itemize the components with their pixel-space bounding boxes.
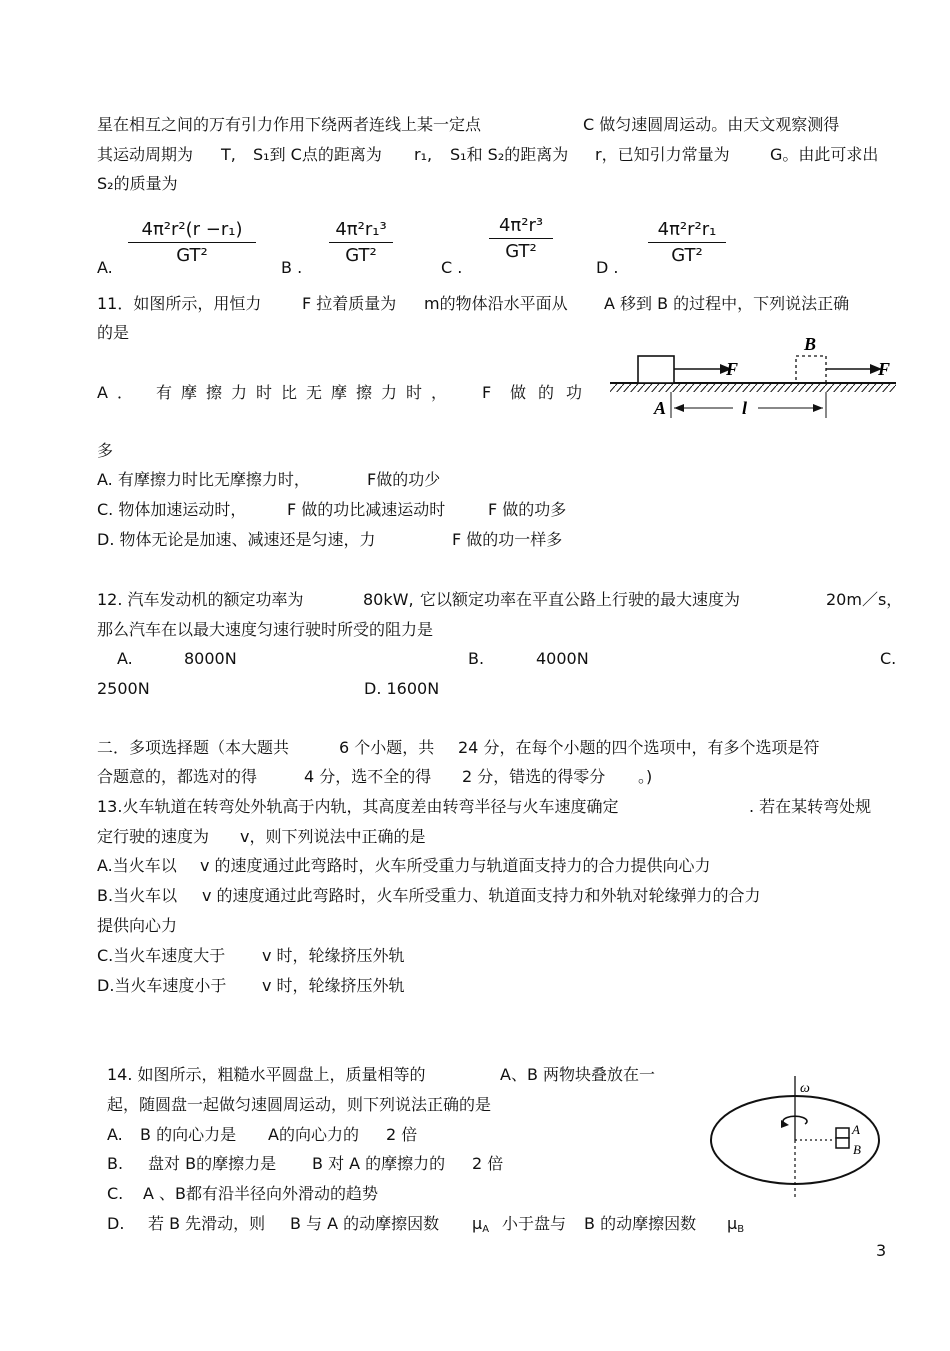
- q10-r: r，已知引力常量为: [595, 145, 730, 164]
- q11-stem-c: m的物体沿水平面从: [424, 294, 568, 313]
- q14-stem-a: 14. 如图所示，粗糙水平圆盘上，质量相等的: [107, 1065, 426, 1084]
- q10-line1b: C 做匀速圆周运动。由天文观察测得: [583, 115, 840, 134]
- q14-stem-b: A、B 两物块叠放在一: [500, 1065, 656, 1084]
- omega-label: ω: [800, 1081, 810, 1096]
- q10-opt-b-num: 4π²r₁³: [329, 218, 393, 243]
- q11-opt2a: C. 物体加速运动时，: [97, 500, 247, 519]
- sec2-line1b: 6 个小题，共: [339, 738, 435, 757]
- q14-opt-d4: [472, 1214, 489, 1240]
- q13-opt-a2: v 的速度通过此弯路时，火车所受重力与轨道面支持力的合力提供向心力: [200, 856, 711, 875]
- mu-b: μ: [727, 1214, 738, 1233]
- q11-opt1b: F做的功少: [367, 470, 441, 489]
- label-A: A: [654, 398, 667, 418]
- q10-opt-a-den: GT²: [176, 245, 208, 266]
- sec2-line2d: 。): [638, 767, 653, 786]
- q11-opt1a: A. 有摩擦力时比无摩擦力时，: [97, 470, 310, 489]
- q14-opt-c2: A 、B都有沿半径向外滑动的趋势: [143, 1184, 379, 1203]
- label-A: A: [852, 1122, 860, 1137]
- q12-stem-b: 80kW,: [363, 590, 414, 609]
- q10-opt-c-den: GT²: [505, 241, 537, 262]
- q11-opt-a-f: F: [482, 383, 492, 402]
- q10-opt-b-fraction: [329, 218, 393, 269]
- q10-opt-b-den: GT²: [345, 245, 377, 266]
- q13-stem-b: . 若在某转弯处规: [749, 797, 872, 816]
- q14-opt-a1: A.: [107, 1125, 123, 1144]
- q10-opt-c-fraction: [489, 214, 553, 265]
- q14-opt-b4: 2 倍: [472, 1154, 504, 1173]
- q14-opt-d1: D.: [107, 1214, 125, 1233]
- q12-stem2: 那么汽车在以最大速度匀速行驶时所受的阻力是: [97, 620, 434, 639]
- q11-stem-d: A 移到 B 的过程中，下列说法正确: [604, 294, 850, 313]
- q11-opt2b: F 做的功比减速运动时: [287, 500, 446, 519]
- q11-opt-a-spaced: A． 有摩擦力时比无摩擦力时，: [97, 383, 457, 402]
- q10-period-label: 其运动周期为: [97, 145, 194, 164]
- sec2-line1a: 二．多项选择题（本大题共: [97, 738, 290, 757]
- q12-opt-c-label: C.: [880, 649, 897, 668]
- sec2-line2a: 合题意的，都选对的得: [97, 767, 258, 786]
- q14-opt-b2: 盘对 B的摩擦力是: [148, 1154, 277, 1173]
- q13-opt-d2: v 时，轮缘挤压外轨: [262, 976, 405, 995]
- rotation-arrowhead-icon: [781, 1120, 789, 1128]
- sec2-line1c: 24 分，在每个小题的四个选项中，有多个选项是符: [458, 738, 820, 757]
- dim-arrow-left-icon: [674, 404, 684, 412]
- q10-s1s2: S₁和 S₂的距离为: [450, 145, 569, 164]
- q14-opt-d6: B 的动摩擦因数: [584, 1214, 697, 1233]
- q13-opt-b1: B.当火车以: [97, 886, 178, 905]
- q13-stem2b: v，则下列说法中正确的是: [240, 827, 426, 846]
- q14-opt-b3: B 对 A 的摩擦力的: [312, 1154, 446, 1173]
- q10-line1: [97, 115, 481, 135]
- label-B: B: [804, 334, 817, 354]
- block-b-dashed: [796, 356, 826, 383]
- label-B: B: [853, 1142, 861, 1157]
- q12-opt-b-value: 4000N: [536, 649, 589, 668]
- q13-opt-c2: v 时，轮缘挤压外轨: [262, 946, 405, 965]
- q10-opt-d-label: D .: [596, 258, 619, 277]
- q11-opt2c: F 做的功多: [488, 500, 567, 519]
- q10-opt-b-label: B .: [281, 258, 303, 277]
- q11-stem-b: F 拉着质量为: [302, 294, 397, 313]
- q14-opt-a3: A的向心力的: [268, 1125, 359, 1144]
- q10-T: T,: [221, 145, 236, 164]
- mu-a: μ: [472, 1214, 483, 1233]
- q14-opt-c1: C.: [107, 1184, 124, 1203]
- mu-a-sub: A: [482, 1224, 490, 1235]
- q10-opt-c-num: 4π²r³: [489, 214, 553, 239]
- q10-line2: [97, 145, 193, 165]
- q10-opt-d-fraction: [648, 218, 726, 269]
- q12-opt-a-label: A.: [117, 649, 133, 668]
- dim-arrow-right-icon: [813, 404, 823, 412]
- q13-opt-a1: A.当火车以: [97, 856, 177, 875]
- block-b: [836, 1138, 849, 1148]
- q10-opt-d-den: GT²: [671, 245, 703, 266]
- q12-opt-c-value: 2500N: [97, 679, 150, 698]
- sec2-line2b: 4 分，选不全的得: [304, 767, 432, 786]
- q13-opt-c1: C.当火车速度大于: [97, 946, 226, 965]
- q10-s1c: S₁到 C点的距离为: [253, 145, 382, 164]
- q10-opt-d-num: 4π²r²r₁: [648, 218, 726, 243]
- block-a: [836, 1128, 849, 1138]
- q14-opt-d5: 小于盘与: [502, 1214, 567, 1233]
- label-l: l: [742, 398, 748, 418]
- q13-opt-d1: D.当火车速度小于: [97, 976, 227, 995]
- q11-opt-a-tail: 做的功: [510, 383, 595, 402]
- q10-opt-a-fraction: [128, 218, 256, 269]
- q13-stem-a: 13.火车轨道在转弯处外轨高于内轨，其高度差由转弯半径与火车速度确定: [97, 797, 619, 816]
- q12-stem-a: 12. 汽车发动机的额定功率为: [97, 590, 304, 609]
- q12-opt-d: D. 1600N: [364, 679, 440, 698]
- q14-opt-b1: B.: [107, 1154, 124, 1173]
- q14-opt-d7: [727, 1214, 744, 1240]
- page-number: 3: [876, 1241, 887, 1260]
- q10-r1: r₁,: [414, 145, 433, 164]
- q14-opt-d3: B 与 A 的动摩擦因数: [290, 1214, 440, 1233]
- q13-opt-b2: v 的速度通过此弯路时，火车所受重力、轨道面支持力和外轨对轮缘弹力的合力: [202, 886, 761, 905]
- q14-opt-a2: B 的向心力是: [140, 1125, 237, 1144]
- block-a: [638, 356, 674, 383]
- q14-stem2: 起，随圆盘一起做匀速圆周运动，则下列说法正确的是: [107, 1095, 492, 1114]
- q14-figure: [705, 1072, 885, 1202]
- q10-G: G。由此可求出: [770, 145, 879, 164]
- q11-stem2: 的是: [97, 323, 130, 342]
- q11-opt-a-cont: 多: [97, 441, 114, 460]
- ground-hatch: [610, 383, 896, 392]
- q12-opt-b-label: B.: [468, 649, 485, 668]
- q10-line3: S₂的质量为: [97, 174, 178, 193]
- q10-opt-a-num: 4π²r²(r −r₁): [128, 218, 256, 243]
- q10-text: 星在相互之间的万有引力作用下绕两者连线上某一定点: [97, 115, 482, 134]
- q10-opt-a-label: A.: [97, 258, 113, 277]
- q11-figure: [608, 330, 898, 425]
- q11-stem-a: 11．如图所示，用恒力: [97, 294, 262, 313]
- sec2-line2c: 2 分，错选的得零分: [462, 767, 606, 786]
- q13-stem2a: 定行驶的速度为: [97, 827, 210, 846]
- q12-stem-d: 20m／s，: [826, 590, 903, 609]
- q14-opt-a4: 2 倍: [386, 1125, 418, 1144]
- q10-opt-c-label: C .: [441, 258, 463, 277]
- q13-opt-b3: 提供向心力: [97, 916, 178, 935]
- label-F2: F: [878, 359, 891, 379]
- q12-stem-c: 它以额定功率在平直公路上行驶的最大速度为: [420, 590, 741, 609]
- q11-opt3b: F 做的功一样多: [452, 530, 563, 549]
- q11-opt3a: D. 物体无论是加速、减速还是匀速，力: [97, 530, 376, 549]
- label-F1: F: [726, 359, 739, 379]
- q12-opt-a-value: 8000N: [184, 649, 237, 668]
- q14-opt-d2: 若 B 先滑动，则: [148, 1214, 266, 1233]
- mu-b-sub: B: [737, 1224, 745, 1235]
